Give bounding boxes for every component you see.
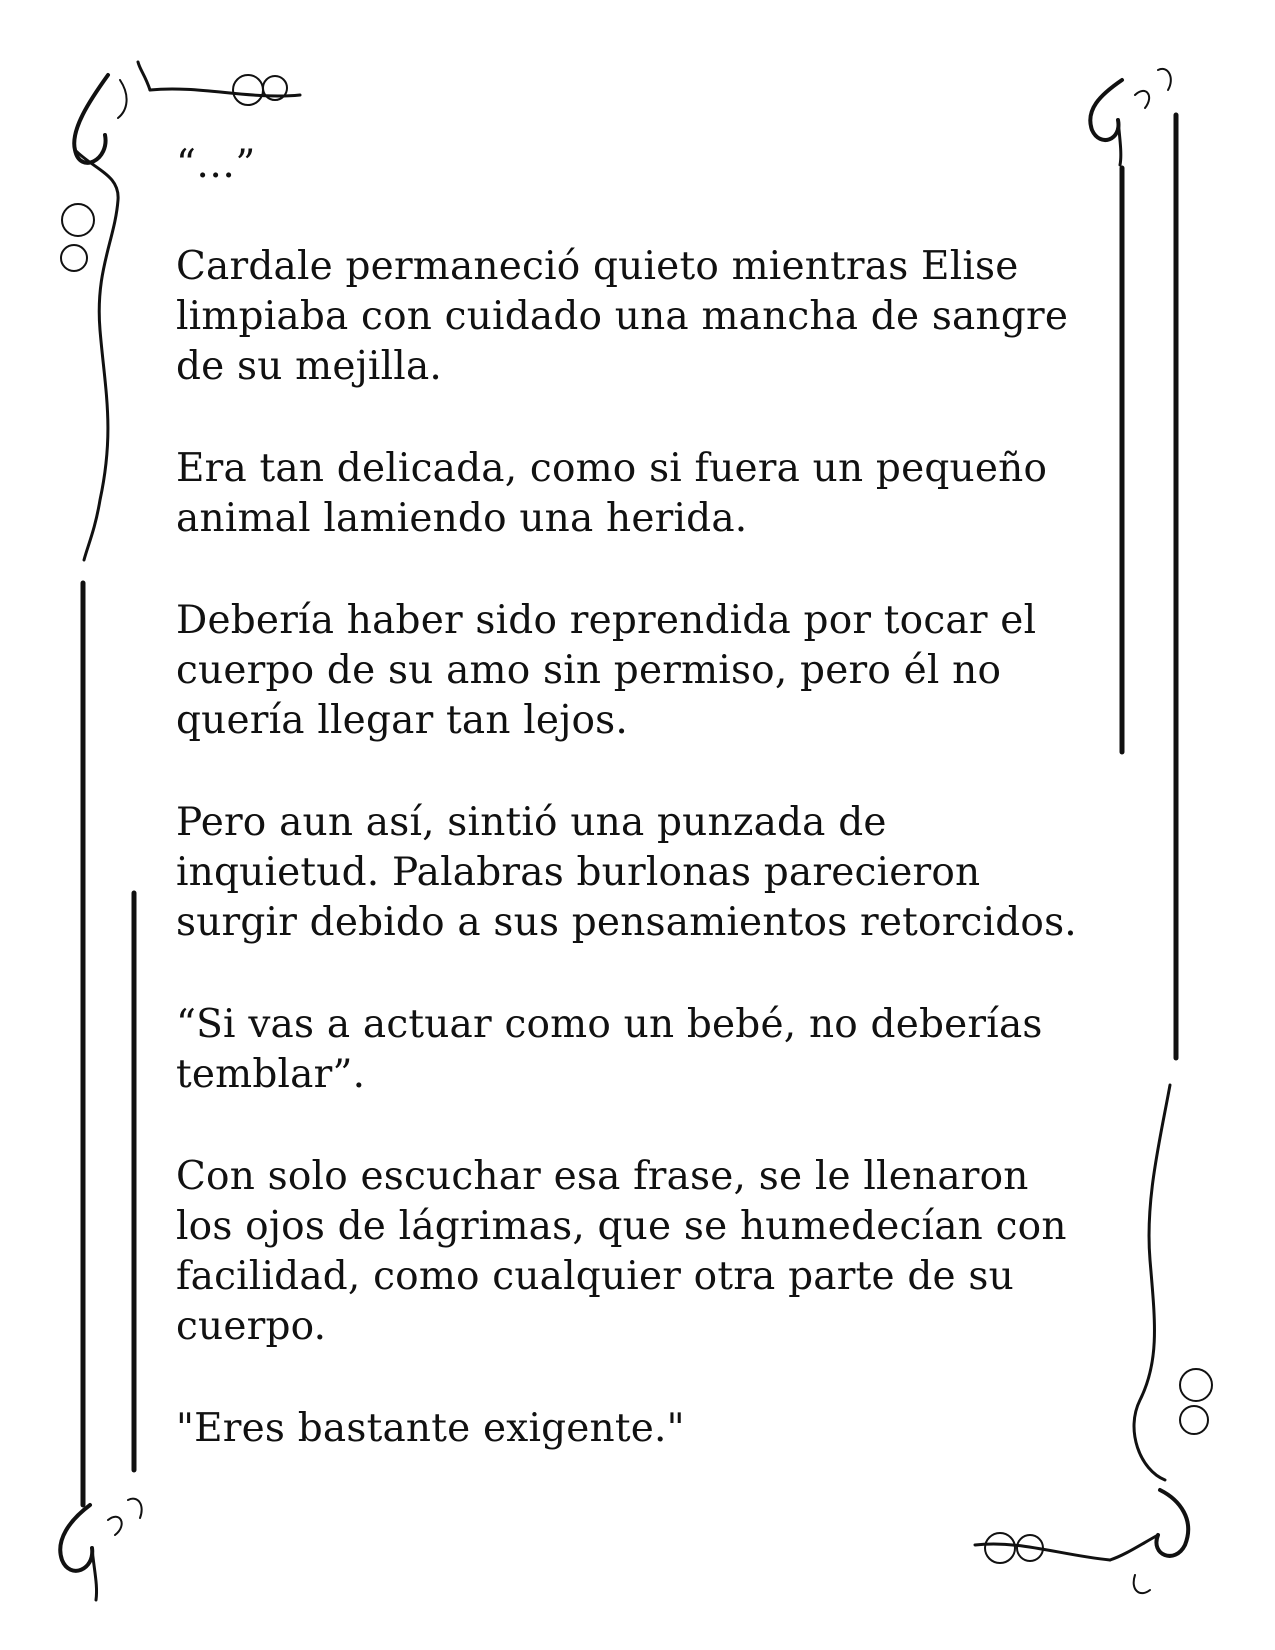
paragraph-dialogue: "Eres bastante exigente." — [176, 1406, 685, 1451]
paragraph-ellipsis: “…” — [176, 142, 256, 187]
bottom-left-flourish — [60, 1499, 141, 1600]
top-right-flourish — [1090, 69, 1171, 165]
paragraph: Pero aun así, sintió una punzada de inquietud. Palabras burlonas parecieron surgir debido a sus pensamientos retorcidos. — [176, 800, 1077, 945]
document-body — [176, 140, 1096, 1506]
paragraph: Debería haber sido reprendida por tocar el cuerpo de su amo sin permiso, pero él no quería llegar tan lejos. — [176, 598, 1037, 743]
paragraph-dialogue: “Si vas a actuar como un bebé, no deberías temblar”. — [176, 1002, 1043, 1097]
paragraph: Con solo escuchar esa frase, se le llenaron los ojos de lágrimas, que se humedecían con facilidad, como cualquier otra parte de su cuerpo. — [176, 1154, 1067, 1349]
paragraph: Cardale permaneció quieto mientras Elise limpiaba con cuidado una mancha de sangre de su mejilla. — [176, 244, 1069, 389]
paragraph: Era tan delicada, como si fuera un pequeño animal lamiendo una herida. — [176, 446, 1048, 541]
